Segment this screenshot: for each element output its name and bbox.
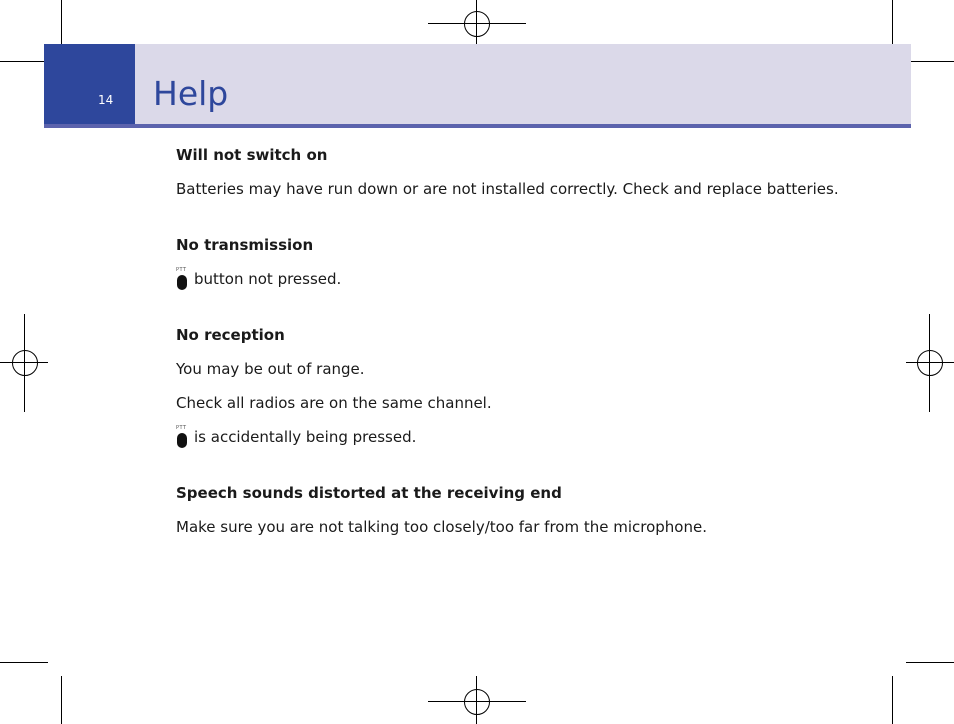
section-heading: No reception (176, 326, 285, 344)
page-number: 14 (98, 93, 114, 107)
crop-mark-bottom-left-horizontal (0, 662, 48, 663)
section-paragraph: PTT is accidentally being pressed. (176, 425, 417, 446)
crop-mark-top-right-horizontal (906, 61, 954, 62)
ptt-icon-label: PTT (176, 267, 187, 273)
section-no-transmission (176, 235, 876, 289)
section-heading: Will not switch on (176, 146, 328, 164)
section-heading: Speech sounds distorted at the receiving end (176, 484, 562, 502)
ptt-icon-label: PTT (176, 425, 187, 431)
crop-mark-bottom-right-vertical (892, 676, 893, 724)
section-paragraph: Batteries may have run down or are not installed correctly. Check and replace batteries. (176, 180, 839, 198)
section-will-not-switch-on (176, 145, 876, 199)
ptt-button-icon (176, 269, 188, 289)
section-paragraph: Check all radios are on the same channel. (176, 394, 492, 412)
section-paragraph: You may be out of range. (176, 360, 365, 378)
crop-mark-top-right-vertical (892, 0, 893, 48)
page-title: Help (153, 74, 229, 113)
crop-mark-top-left-vertical (61, 0, 62, 48)
section-heading: No transmission (176, 236, 314, 254)
section-no-reception (176, 325, 876, 447)
page-number-tab (44, 44, 135, 125)
crop-mark-bottom-right-horizontal (906, 662, 954, 663)
section-paragraph: PTT button not pressed. (176, 267, 342, 288)
header-rule (44, 124, 911, 128)
ptt-button-icon (176, 427, 188, 447)
crop-mark-top-left-horizontal (0, 61, 48, 62)
crop-mark-bottom-left-vertical (61, 676, 62, 724)
help-content (176, 145, 876, 537)
section-speech-distorted (176, 483, 876, 537)
section-paragraph: Make sure you are not talking too closely/too far from the microphone. (176, 518, 707, 536)
